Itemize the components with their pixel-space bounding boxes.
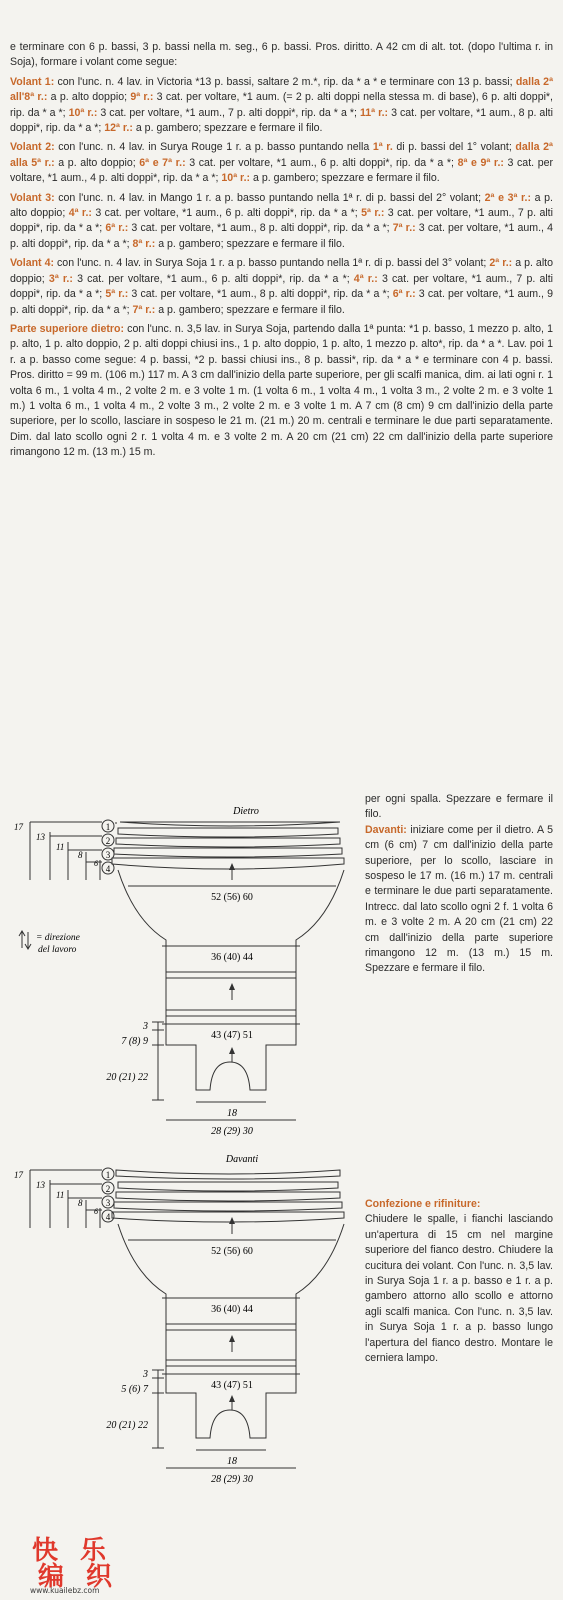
diagram-back-title: Dietro [233,806,259,817]
svg-text:6: 6 [94,1207,98,1216]
confezione-heading: Confezione e rifiniture: [365,1198,481,1210]
back-height-3: 20 (21) 22 [106,1072,148,1083]
parte-superiore-paragraph: Parte superiore dietro: con l'unc. n. 3,5 lav. in Surya Soja, partendo dalla 1ª punta: *1 p. basso, 1 mezzo p. alto, 1 p. alto, 1 p. alto doppio, 2 p. alti doppi chiusi ins., 1 p. alto doppio, 1 p. alto, 1 mezzo p. alto*, rip. da * a *. Lav. poi 1 r. a p. basso come segue: 4 p. bassi, *2 p. bassi chiusi ins., 8 p. bassi*, rip. da * a * e terminare con 4 p. bassi. Pros. diritto = 99 m. (106 m.) 117 m. A 3 cm dall'inizio della parte superiore, per gli scalfi manica, dim. ai lati ogni r. 1 volta 6 m., 1 volta 4 m., 2 volte 2 m. e 3 volte 1 m. (1 volta 6 m., 1 volta 4 m., 1 volta 3 m., 2 volte 2 m. e 3 volte 1 m.) 1 volta 6 m., 1 volta 4 m., 2 volte 3 m., 2 volte 2 m. e 3 volte 1 m. A 7 cm (8 cm) 9 cm dall'inizio della parte superiore, per lo scollo, lasciare in sospeso le 21 m. (21 m.) 20 m. centrali e terminare le due parti separatamente. Dim. dal lato scollo ogni 2 r. 1 volta 4 m. e 3 volte 2 m. A 20 cm (21 cm) 22 cm dall'inizio della parte superiore rimangono 12 m. (13 m.) 15 m. [10,322,553,459]
intro-paragraph: e terminare con 6 p. bassi, 3 p. bassi nella m. seg., 6 p. bassi. Pros. diritto. A 42 cm di alt. tot. (dopo l'ultima r. in Soja), formare i volant come segue: [10,41,553,69]
svg-text:3: 3 [105,1198,111,1208]
svg-text:11: 11 [56,1190,65,1200]
volant-2-paragraph: Volant 2: con l'unc. n. 4 lav. in Surya Rouge 1 r. a p. basso puntando nella 1ª r. di p. bassi del 1° volant; dalla 2ª alla 5ª r.: a p. alto doppio; 6ª e 7ª r.: 3 cat. per voltare, *1 aum., 6 p. alti doppi*, rip. da * a *; 8ª e 9ª r.: 3 cat. per voltare, *1 aum., 4 p. alti doppi*, rip. da * a *; 10ª r.: a p. gambero; spezzare e fermare il filo. [10,141,554,185]
logo-char-3: 编 [38,1562,65,1592]
logo-char-4: 织 [86,1562,113,1592]
svg-text:1: 1 [105,822,111,832]
svg-text:11: 11 [56,842,65,852]
diagram-back [0,800,360,1170]
diagram-front-title: Davanti [225,1154,259,1165]
svg-text:17: 17 [14,822,23,832]
back-height-1: 3 [143,1021,148,1032]
front-width-top: 52 (56) 60 [211,1246,253,1257]
svg-text:13: 13 [36,832,45,842]
svg-text:6: 6 [94,859,98,868]
svg-text:2: 2 [105,1184,111,1194]
back-width-mid: 36 (40) 44 [211,952,253,963]
svg-text:del lavoro: del lavoro [38,945,77,955]
svg-text:4: 4 [105,1212,111,1222]
back-width-low: 43 (47) 51 [211,1030,253,1041]
back-height-2: 7 (8) 9 [121,1036,148,1047]
front-width-mid: 36 (40) 44 [211,1304,253,1315]
davanti-column [365,792,553,977]
parte-superiore-heading: Parte superiore dietro: [10,322,125,335]
front-width-low: 43 (47) 51 [211,1380,253,1391]
volant-number-circles [102,820,114,874]
svg-text:3: 3 [105,850,111,860]
svg-text:17: 17 [14,1170,23,1180]
logo-char-1: 快 [32,1536,59,1566]
svg-text:2: 2 [105,836,111,846]
confezione-text: Chiudere le spalle, i fianchi lasciando un'apertura di 15 cm nel margine superiore del fianco destro. Chiudere la cucitura dei volant. Con l'unc. n. 3,5 lav. in Surya Soja 1 r. a p. basso e 1 r. a p. gambero attorno allo scollo e attorno agli scalfi manica. Con l'unc. n. 3,5 lav. in Surya Soja 1 r. a p. basso lungo l'apertura del fianco destro. Montare le cerniera lampo. [365,1213,553,1365]
front-height-1: 3 [143,1369,148,1380]
volant-1-paragraph: Volant 1: con l'unc. n. 4 lav. in Victoria *13 p. bassi, saltare 2 m.*, rip. da * a * e terminare con 13 p. bassi; dalla 2ª all'8ª r.: a p. alto doppio; 9ª r.: 3 cat. per voltare, *1 aum. (= 2 p. alti doppi nella stessa m. di base), 6 p. alti doppi*, rip. da * a *; 10ª r.: 3 cat. per voltare, *1 aum., 7 p. alti doppi*, rip. da * a *; 11ª r.: 3 cat. per voltare, *1 aum., 8 p. alti doppi*, rip. da * a *; 12ª r.: a p. gambero; spezzare e fermare il filo. [10,75,553,135]
svg-text:1: 1 [105,1170,111,1180]
svg-text:4: 4 [105,864,111,874]
instructions-text [10,40,553,465]
logo-url: www.kuailebz.com [30,1586,100,1595]
volant-1-heading: Volant 1: [10,75,55,88]
volant-height-scale [14,822,102,880]
front-height-2: 5 (6) 7 [121,1384,148,1395]
svg-text:13: 13 [36,1180,45,1190]
volant-4-paragraph: Volant 4: con l'unc. n. 4 lav. in Surya Soja 1 r. a p. basso puntando nella 1ª r. di p. bassi del 3° volant; 2ª r.: a p. alto doppio; 3ª r.: 3 cat. per voltare, *1 aum., 6 p. alti doppi*, rip. da * a *; 4ª r.: 3 cat. per voltare, *1 aum., 7 p. alti doppi*, rip. da * a *; 5ª r.: 3 cat. per voltare, *1 aum., 8 p. alti doppi*, rip. da * a *; 6ª r.: 3 cat. per voltare, *1 aum., 9 p. alti doppi*, rip. da * a *; 7ª r.: a p. gambero; spezzare e fermare il filo. [10,257,554,316]
diagram-front [0,1148,360,1518]
back-bottom-1: 18 [227,1108,237,1119]
back-bottom-2: 28 (29) 30 [211,1126,253,1137]
front-bottom-2: 28 (29) 30 [211,1474,253,1485]
davanti-heading: Davanti: [365,823,407,836]
volant-3-paragraph: Volant 3: con l'unc. n. 4 lav. in Mango 1 r. a p. basso puntando nella 1ª r. di p. bassi del 2° volant; 2ª e 3ª r.: a p. alto doppio; 4ª r.: 3 cat. per voltare, *1 aum., 6 p. alti doppi*, rip. da * a *; 5ª r.: 3 cat. per voltare, *1 aum., 7 p. alti doppi*, rip. da * a *; 6ª r.: 3 cat. per voltare, *1 aum., 8 p. alti doppi*, rip. da * a *; 7ª r.: 3 cat. per voltare, *1 aum., 4 p. alti doppi*, rip. da * a *; 8ª r.: a p. gambero; spezzare e fermare il filo. [10,191,553,250]
logo-char-2: 乐 [80,1536,107,1566]
front-bottom-1: 18 [227,1456,237,1467]
volant-4-heading: Volant 4: [10,257,55,270]
svg-text:8: 8 [78,850,83,860]
confezione-column [365,1197,553,1366]
back-width-top: 52 (56) 60 [211,892,253,903]
front-height-3: 20 (21) 22 [106,1420,148,1431]
spalla-text: per ogni spalla. Spezzare e fermare il filo. [365,793,553,821]
site-logo [30,1530,140,1595]
davanti-text: iniziare come per il dietro. A 5 cm (6 cm) 7 cm dall'inizio della parte superiore, per lo scollo, lasciare in sospeso le 17 m. (16 m.) 17 m. centrali e terminare le due parti separatamente. Intrecc. dal lato scollo ogni 2 f. 1 volta 6 m. e 3 volte 2 m. A 20 cm (21 cm) 22 cm dall'inizio della parte superiore rimangono 12 m. (13 m.) 15 m. Spezzare e fermare il filo. [365,823,553,975]
svg-text:8: 8 [78,1198,83,1208]
svg-text:= direzione: = direzione [36,933,80,943]
volant-3-heading: Volant 3: [10,191,55,204]
volant-2-heading: Volant 2: [10,141,55,154]
volant-height-scale-front [14,1170,102,1228]
